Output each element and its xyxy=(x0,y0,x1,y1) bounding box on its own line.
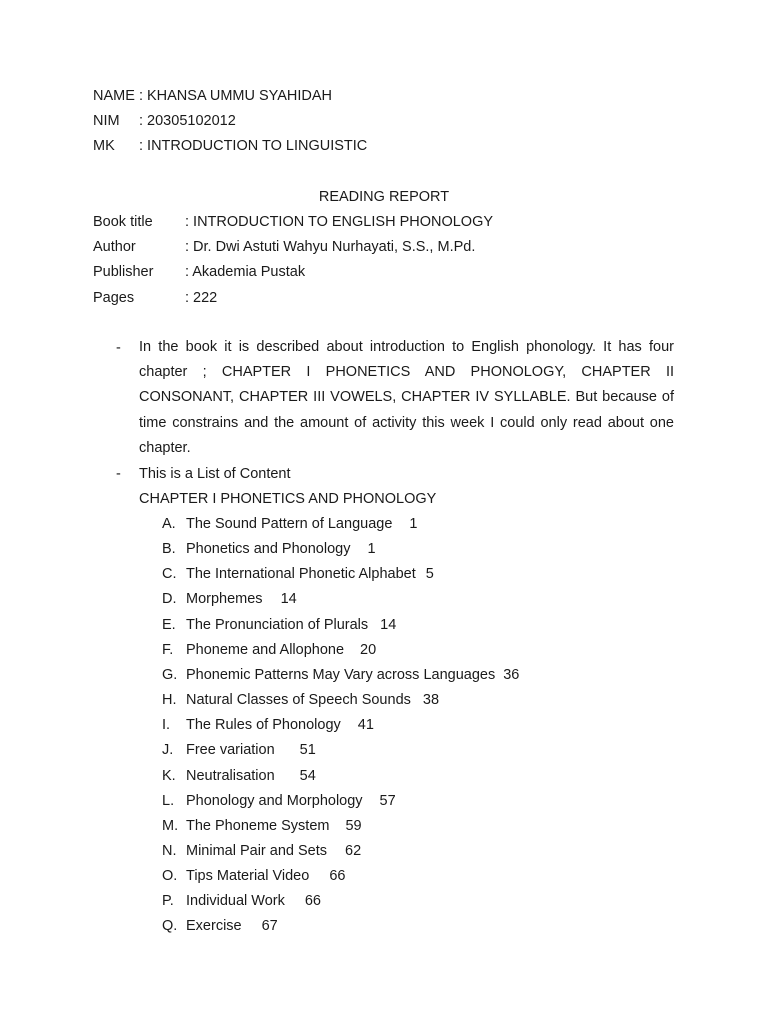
name-value: : KHANSA UMMU SYAHIDAH xyxy=(138,88,333,104)
toc-page-number: 54 xyxy=(299,767,316,784)
toc-letter: O. xyxy=(162,868,178,885)
name-label: NAME xyxy=(93,88,135,104)
toc-title: The International Phonetic Alphabet xyxy=(186,566,416,583)
toc-title: Tips Material Video xyxy=(186,868,310,885)
toc-letter: L. xyxy=(162,792,175,809)
toc-letter: Q. xyxy=(162,918,178,935)
toc-letter: B. xyxy=(162,541,176,558)
nim-label: NIM xyxy=(93,113,120,129)
nim-value: : 20305102012 xyxy=(139,113,236,129)
toc-letter: J. xyxy=(162,742,174,759)
description-paragraph: In the book it is described about introduction to English phonology. It has four chapter ; CHAPTER I PHONETICS AND PHONOLOGY, CHAPTER II CONSONANT, CHAPTER III VOWELS, CHAPTER IV SYLLABLE. But because of time constrains and the amount of activity this week I could only read about one chapter. xyxy=(139,339,674,456)
book-title-label: Book title xyxy=(93,214,153,230)
toc-letter: I. xyxy=(162,717,171,734)
mk-label: MK xyxy=(93,138,115,154)
toc-title: Phonology and Morphology xyxy=(186,792,363,809)
list-intro: This is a List of Content xyxy=(139,466,291,482)
toc-page-number: 38 xyxy=(422,692,440,709)
publisher-label: Publisher xyxy=(93,264,154,280)
bullet-dash: - xyxy=(116,340,121,356)
toc-letter: E. xyxy=(162,616,176,633)
toc-title: Phoneme and Allophone xyxy=(186,641,345,658)
bullet-dash: - xyxy=(116,466,121,482)
toc-page-number: 1 xyxy=(409,516,418,532)
author-value: : Dr. Dwi Astuti Wahyu Nurhayati, S.S., M.Pd. xyxy=(185,239,476,255)
toc-page-number: 67 xyxy=(261,918,278,935)
book-title-value: : INTRODUCTION TO ENGLISH PHONOLOGY xyxy=(185,214,494,230)
mk-value: : INTRODUCTION TO LINGUISTIC xyxy=(139,138,368,154)
toc-page-number: 66 xyxy=(304,893,321,910)
pages-value: : 222 xyxy=(185,290,218,306)
toc-title: The Pronunciation of Plurals xyxy=(186,616,369,633)
toc-title: Neutralisation xyxy=(186,767,275,784)
toc-letter: P. xyxy=(162,893,174,910)
toc-title: The Sound Pattern of Language xyxy=(186,516,393,532)
toc-letter: K. xyxy=(162,767,176,784)
toc-title: Phonemic Patterns May Vary across Languages xyxy=(186,666,496,683)
toc-page-number: 59 xyxy=(345,817,362,834)
toc-title: Natural Classes of Speech Sounds xyxy=(186,692,411,709)
toc-letter: F. xyxy=(162,641,174,658)
toc-page-number: 36 xyxy=(503,666,520,683)
toc-title: Minimal Pair and Sets xyxy=(186,842,328,859)
publisher-value: : Akademia Pustak xyxy=(185,264,306,280)
toc-page-number: 5 xyxy=(425,566,434,583)
toc-title: Morphemes xyxy=(186,591,263,608)
toc-page-number: 14 xyxy=(380,616,397,633)
toc-page-number: 51 xyxy=(299,742,316,759)
toc-page-number: 1 xyxy=(367,541,376,558)
toc-letter: M. xyxy=(162,817,179,834)
toc-page-number: 62 xyxy=(345,842,362,859)
toc-page-number: 41 xyxy=(357,717,374,734)
toc-letter: D. xyxy=(162,591,177,608)
toc-letter: N. xyxy=(162,842,177,859)
toc-page-number: 14 xyxy=(280,591,297,608)
toc-title: The Phoneme System xyxy=(186,817,330,834)
toc-title: Exercise xyxy=(186,918,242,935)
toc-letter: C. xyxy=(162,566,177,583)
author-label: Author xyxy=(93,239,136,255)
toc-letter: G. xyxy=(162,666,178,683)
toc-page-number: 57 xyxy=(379,792,396,809)
toc-title: Individual Work xyxy=(186,893,285,910)
student-name-line xyxy=(93,87,332,105)
toc-page-number: 20 xyxy=(360,641,377,658)
toc-letter: H. xyxy=(162,692,177,709)
toc-title: Free variation xyxy=(186,742,275,759)
pages-label: Pages xyxy=(93,290,135,306)
toc-letter: A. xyxy=(162,516,176,532)
toc-title: Phonetics and Phonology xyxy=(186,541,351,558)
toc-title: The Rules of Phonology xyxy=(186,717,341,734)
toc-page-number: 66 xyxy=(329,868,346,885)
chapter-heading: CHAPTER I PHONETICS AND PHONOLOGY xyxy=(139,491,437,507)
report-title: READING REPORT xyxy=(318,189,450,205)
